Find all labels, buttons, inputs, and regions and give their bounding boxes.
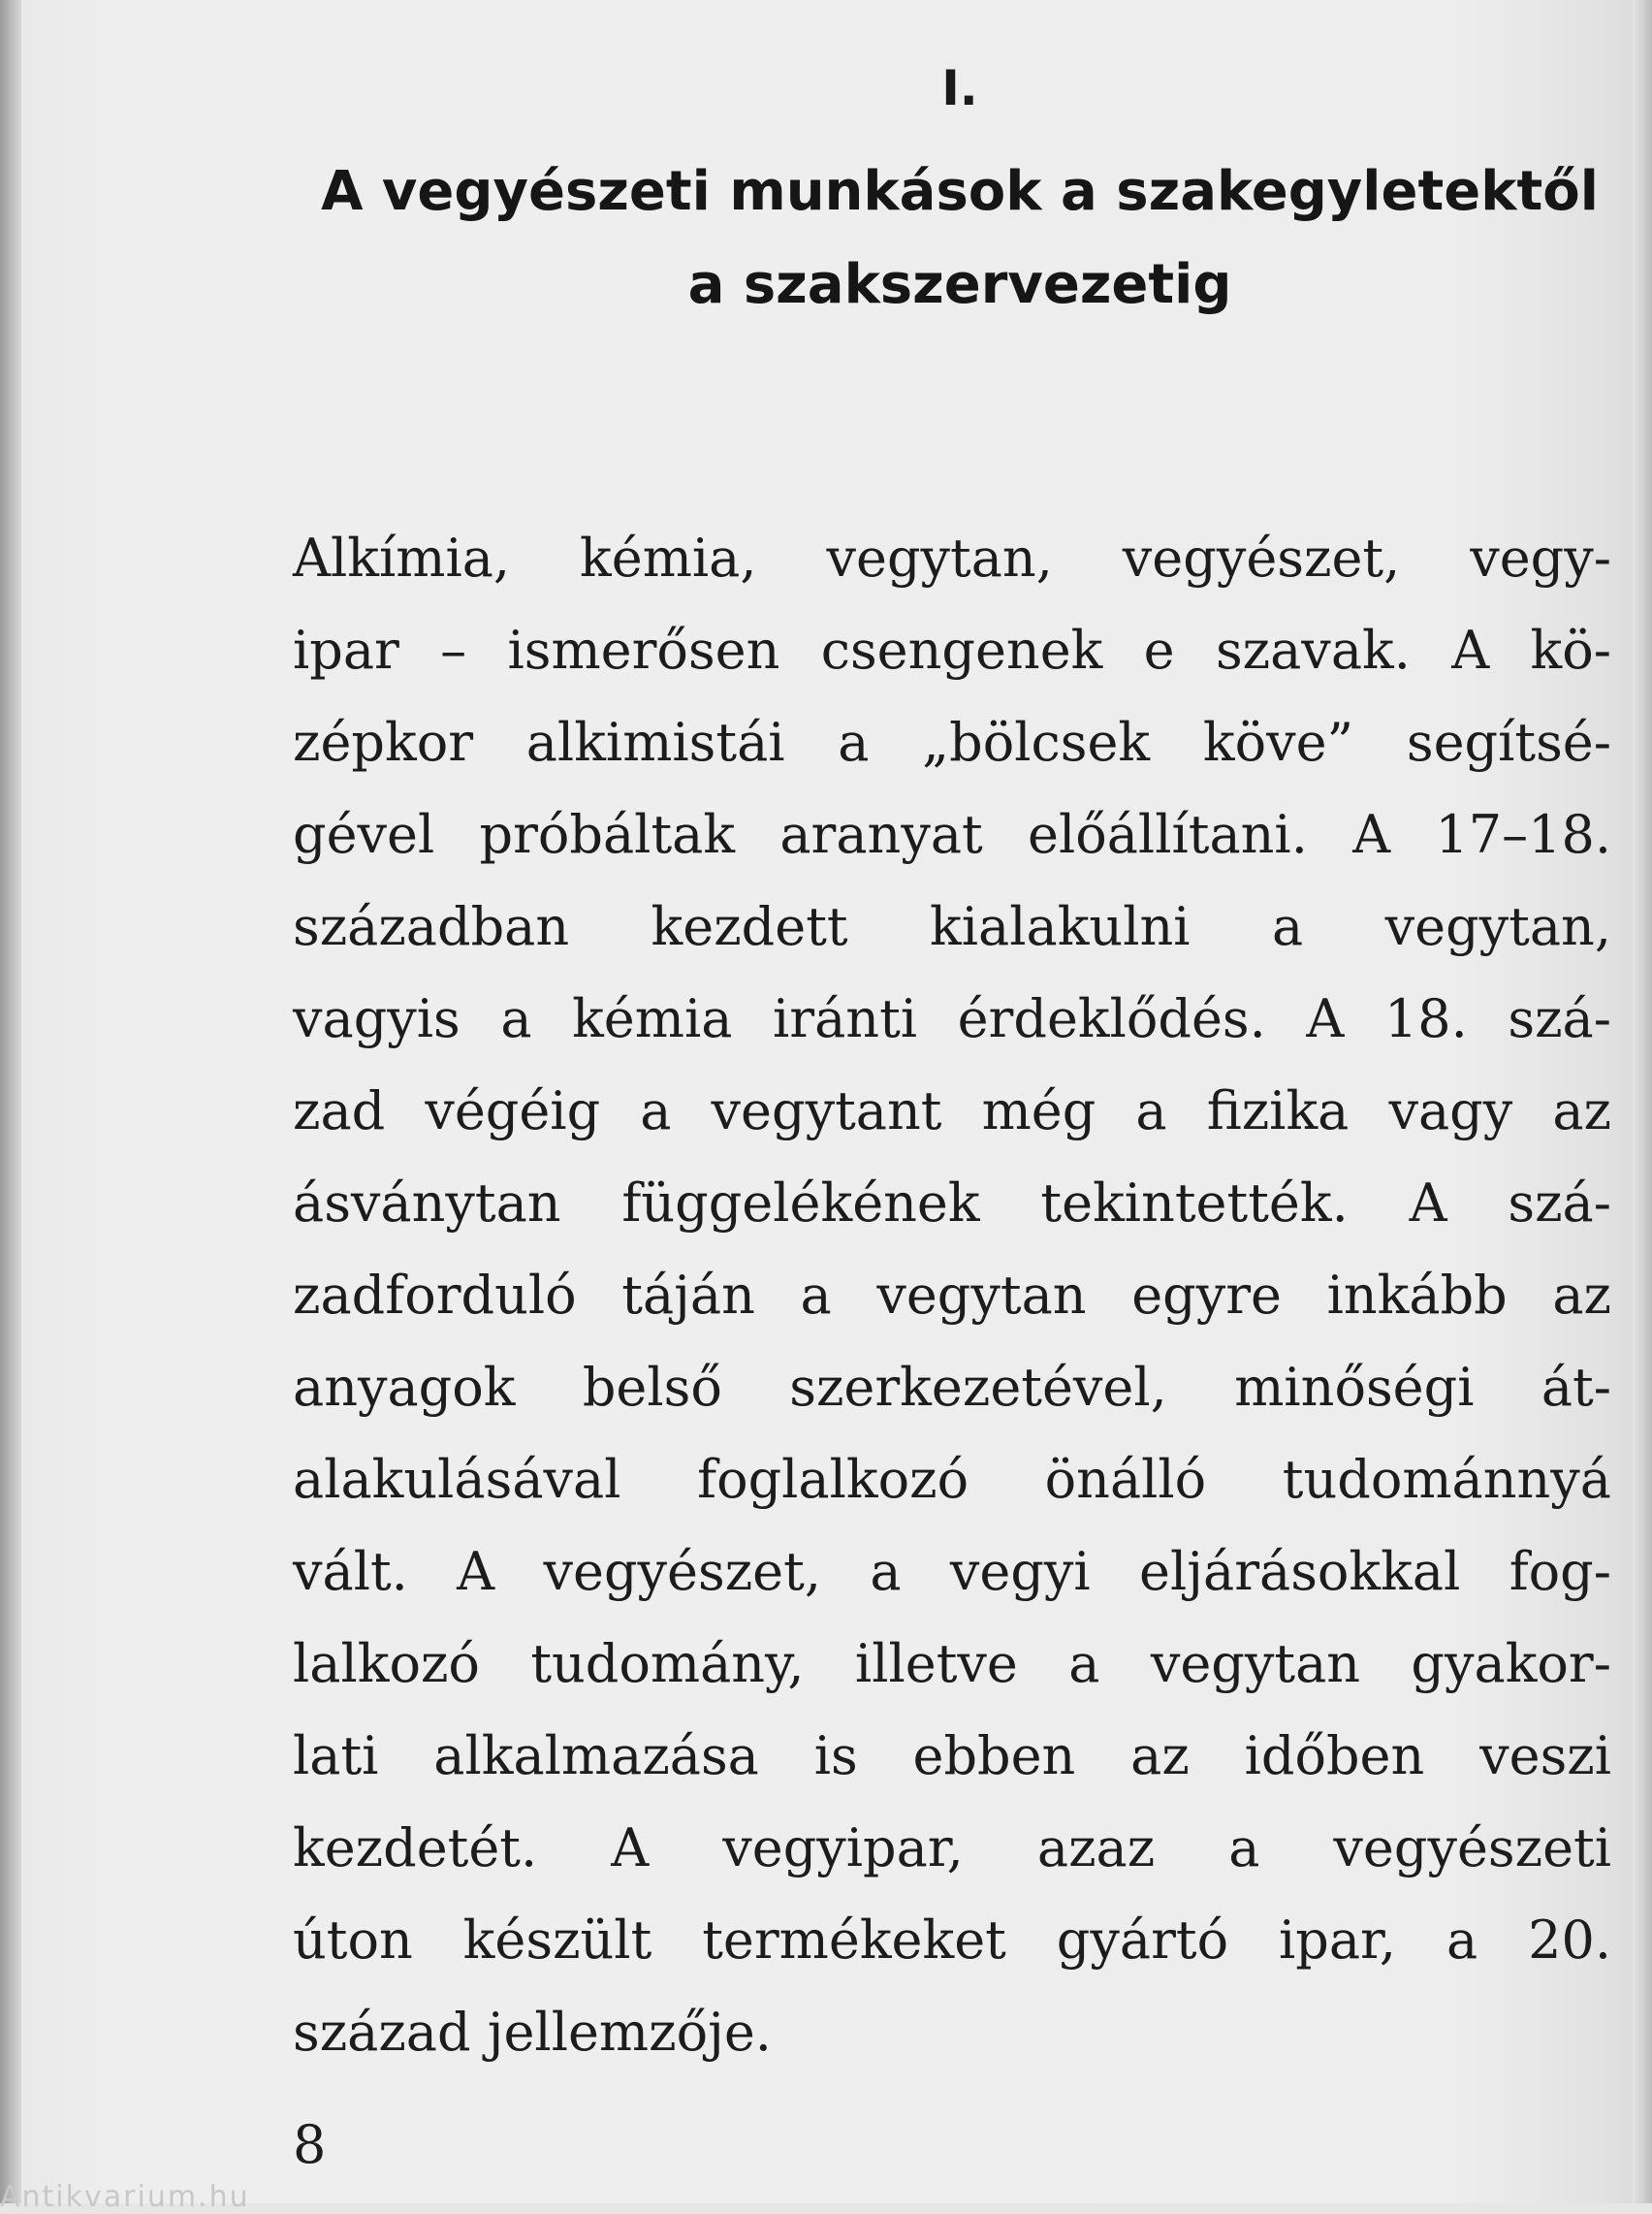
body-line: zadforduló táján a vegytan egyre inkább az [293, 1265, 1611, 1326]
page-number: 8 [293, 2114, 327, 2175]
chapter-title-line-2: a szakszervezetig [687, 253, 1232, 316]
body-paragraph [293, 512, 1611, 2078]
body-line: zépkor alkimistái a „bölcsek köve” segítsé- [293, 712, 1611, 773]
body-line: zad végéig a vegytant még a fizika vagy az [293, 1080, 1611, 1141]
page-edge-shadow [1633, 0, 1652, 2203]
body-line: anyagok belső szerkezetével, minőségi át- [293, 1357, 1611, 1418]
body-line: lati alkalmazása is ebben az időben veszi [293, 1725, 1611, 1786]
body-line: ipar – ismerősen csengenek e szavak. A kö- [293, 620, 1611, 681]
body-line: alakulásával foglalkozó önálló tudománnyá [293, 1449, 1611, 1510]
watermark: Antikvarium.hu [0, 2180, 250, 2214]
page-binding-shadow [0, 0, 21, 2203]
chapter-title [291, 145, 1629, 332]
body-line: században kezdett kialakulni a vegytan, [293, 896, 1611, 957]
body-line: ásványtan függelékének tekintették. A szá- [293, 1172, 1611, 1234]
body-line: Alkímia, kémia, vegytan, vegyészet, vegy- [293, 528, 1611, 589]
body-line: kezdetét. A vegyipar, azaz a vegyészeti [293, 1817, 1611, 1878]
body-line: vált. A vegyészet, a vegyi eljárásokkal fog- [293, 1541, 1611, 1602]
body-line: úton készült termékeket gyártó ipar, a 20. [293, 1909, 1611, 1971]
body-line: gével próbáltak aranyat előállítani. A 17–18. [293, 804, 1611, 865]
chapter-title-line-1: A vegyészeti munkások a szakegyletektől [321, 160, 1599, 223]
body-line: vagyis a kémia iránti érdeklődés. A 18. szá- [293, 988, 1611, 1049]
chapter-number: I. [941, 60, 978, 116]
body-line-last: század jellemzője. [293, 2002, 772, 2063]
body-line: lalkozó tudomány, illetve a vegytan gyakor- [293, 1633, 1611, 1694]
